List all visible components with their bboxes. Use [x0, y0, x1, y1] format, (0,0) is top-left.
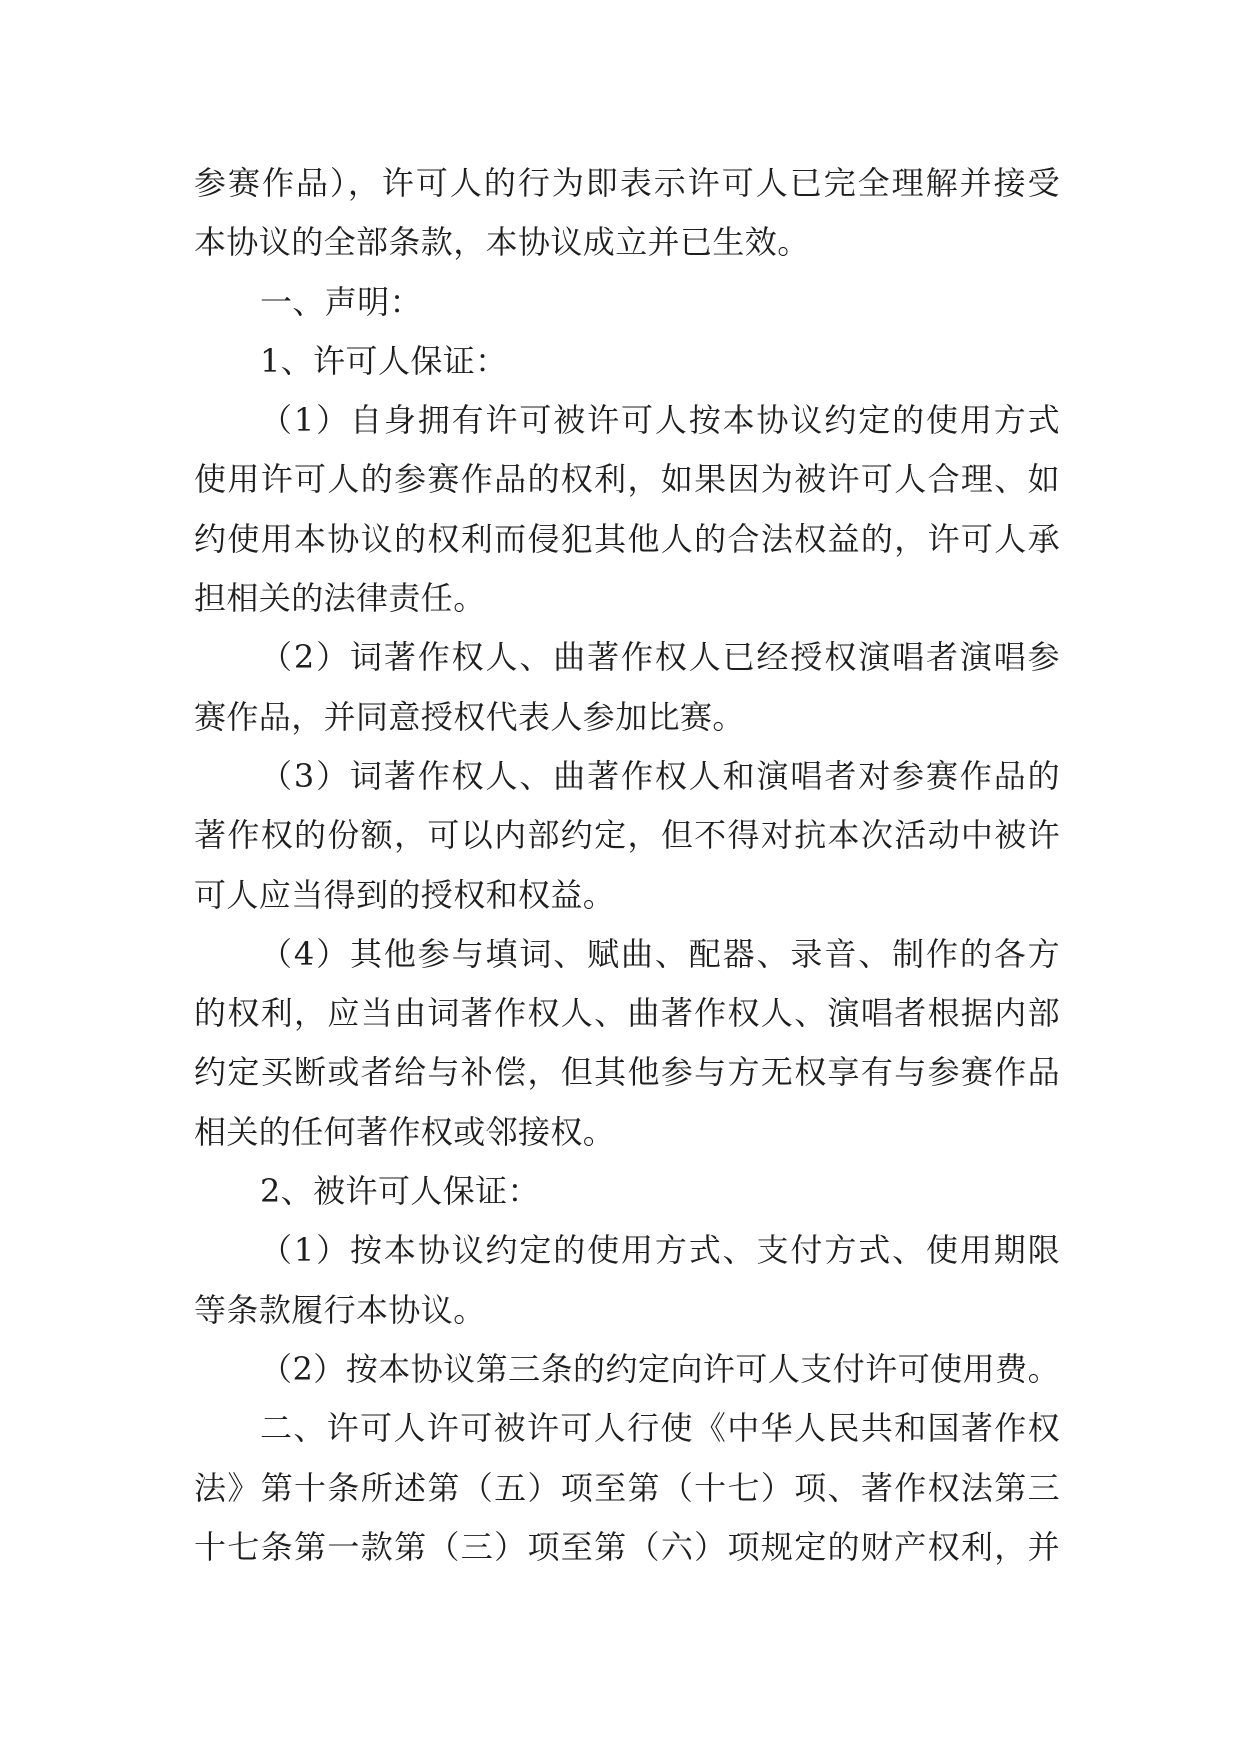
text-line: （1）自身拥有许可被许可人按本协议约定的使用方式 [260, 401, 1060, 440]
subsection-licensee-guarantees [194, 1162, 1060, 1221]
text-line: 约使用本协议的权利而侵犯其他人的合法权益的，许可人承 [194, 519, 1060, 558]
text-line: 使用许可人的参赛作品的权利，如果因为被许可人合理、如 [194, 460, 1060, 499]
section-two-license-grant [194, 1399, 1060, 1577]
licensee-guarantee-1 [194, 1221, 1060, 1340]
text-line: 约定买断或者给与补偿，但其他参与方无权享有与参赛作品 [194, 1053, 1060, 1092]
text-line: 的权利，应当由词著作权人、曲著作权人、演唱者根据内部 [194, 994, 1060, 1033]
text-line: 一、声明： [260, 282, 423, 321]
text-line: 二、许可人许可被许可人行使《中华人民共和国著作权 [260, 1409, 1060, 1448]
text-line: 赛作品，并同意授权代表人参加比赛。 [194, 697, 745, 736]
document-body [194, 154, 1060, 1577]
text-line: 著作权的份额，可以内部约定，但不得对抗本次活动中被许 [194, 816, 1060, 855]
text-line: （4）其他参与填词、赋曲、配器、录音、制作的各方 [260, 934, 1060, 973]
licensee-guarantee-2 [194, 1340, 1060, 1399]
text-line: （2）词著作权人、曲著作权人已经授权演唱者演唱参 [260, 638, 1060, 677]
text-line: 参赛作品），许可人的行为即表示许可人已完全理解并接受 [194, 164, 1060, 202]
licensor-guarantee-3 [194, 747, 1060, 925]
text-line: 可人应当得到的授权和权益。 [194, 875, 616, 914]
text-line: 等条款履行本协议。 [194, 1290, 486, 1329]
text-line: （3）词著作权人、曲著作权人和演唱者对参赛作品的 [260, 756, 1060, 795]
text-line: 法》第十条所述第（五）项至第（十七）项、著作权法第三 [194, 1468, 1060, 1507]
licensor-guarantee-4 [194, 925, 1060, 1162]
text-line: 本协议的全部条款，本协议成立并已生效。 [194, 223, 810, 262]
text-line: （1）按本协议约定的使用方式、支付方式、使用期限 [260, 1231, 1060, 1270]
text-line: 1、许可人保证： [260, 341, 508, 380]
text-line: 相关的任何著作权或邻接权。 [194, 1112, 616, 1151]
section-heading-declarations [194, 273, 1060, 332]
text-line: 十七条第一款第（三）项至第（六）项规定的财产权利，并 [194, 1527, 1060, 1566]
text-line: 担相关的法律责任。 [194, 579, 486, 618]
text-line: （2）按本协议第三条的约定向许可人支付许可使用费。 [260, 1349, 1060, 1388]
text-line: 2、被许可人保证： [260, 1172, 540, 1211]
subsection-licensor-guarantees [194, 332, 1060, 391]
licensor-guarantee-2 [194, 628, 1060, 747]
continued-paragraph [194, 154, 1060, 273]
licensor-guarantee-1 [194, 391, 1060, 628]
